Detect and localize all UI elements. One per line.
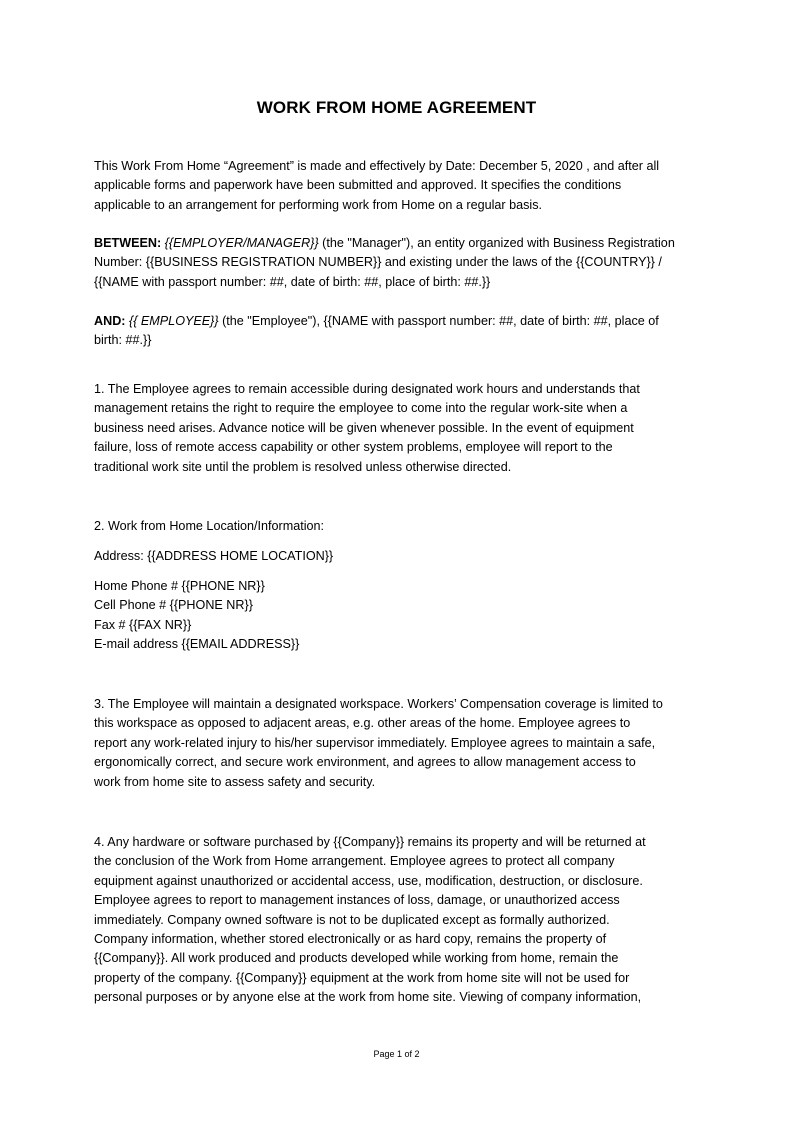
section-4 <box>94 833 706 1008</box>
section-4-line: Company information, whether stored electronically or as hard copy, remains the property of <box>94 931 607 946</box>
between-line-rest: (the "Manager"), an entity organized with Business Registration <box>318 236 675 250</box>
between-line: Number: {{BUSINESS REGISTRATION NUMBER}} and existing under the laws of the {{COUNTRY}} / <box>94 255 662 270</box>
section-1-line: 1. The Employee agrees to remain accessible during designated work hours and understands that <box>94 382 640 396</box>
fax-line: Fax # {{FAX NR}} <box>94 617 192 632</box>
section-4-line: immediately. Company owned software is not to be duplicated except as formally authorized. <box>94 912 610 927</box>
section-3-line: report any work-related injury to his/her supervisor immediately. Employee agrees to maintain a safe, <box>94 735 656 750</box>
section-4-line: {{Company}}. All work produced and products developed while working from home, remain the <box>94 951 619 966</box>
and-line: birth: ##.}} <box>94 333 152 348</box>
document-title: WORK FROM HOME AGREEMENT <box>256 98 537 117</box>
and-line <box>94 312 706 331</box>
section-1-line: traditional work site until the problem is resolved unless otherwise directed. <box>94 459 512 474</box>
employee-placeholder: {{ EMPLOYEE}} <box>128 314 219 328</box>
and-label: AND: <box>94 314 126 328</box>
section-4-line: the conclusion of the Work from Home arrangement. Employee agrees to protect all company <box>94 854 615 869</box>
section-1-line: business need arises. Advance notice will be given whenever possible. In the event of equipment <box>94 420 634 435</box>
section-3 <box>94 695 706 792</box>
intro-line: applicable to an arrangement for performing work from Home on a regular basis. <box>94 197 542 212</box>
between-label: BETWEEN: <box>94 236 162 250</box>
section-4-line: 4. Any hardware or software purchased by {{Company}} remains its property and will be returned at <box>94 835 646 849</box>
address-line: Address: {{ADDRESS HOME LOCATION}} <box>94 549 334 563</box>
email-line: E-mail address {{EMAIL ADDRESS}} <box>94 637 300 652</box>
section-1-line: management retains the right to require the employee to come into the regular work-site when a <box>94 401 628 416</box>
between-line <box>94 234 706 253</box>
page-number: Page 1 of 2 <box>373 1049 420 1059</box>
home-phone-line: Home Phone # {{PHONE NR}} <box>94 579 265 593</box>
section-3-line: work from home site to assess safety and security. <box>94 774 376 789</box>
employer-placeholder: {{EMPLOYER/MANAGER}} <box>164 236 319 250</box>
section-3-line: ergonomically correct, and secure work environment, and agrees to allow management access to <box>94 755 636 770</box>
contact-list <box>94 577 706 655</box>
section-1-line: failure, loss of remote access capability or other system problems, employee will report to the <box>94 440 613 455</box>
between-line: {{NAME with passport number: ##, date of birth: ##, place of birth: ##.}} <box>94 274 491 289</box>
intro-line: This Work From Home “Agreement” is made and effectively by Date: December 5, 2020 , and after all <box>94 159 660 173</box>
section-4-line: personal purposes or by anyone else at the work from home site. Viewing of company information, <box>94 990 642 1005</box>
section-4-line: Employee agrees to report to management instances of loss, damage, or unauthorized access <box>94 893 620 908</box>
section-3-line: 3. The Employee will maintain a designated workspace. Workers’ Compensation coverage is limited to <box>94 697 663 711</box>
and-line-rest: (the "Employee"), {{NAME with passport number: ##, date of birth: ##, place of <box>218 314 659 328</box>
section-1 <box>94 380 706 477</box>
intro-paragraph <box>94 157 706 215</box>
intro-line: applicable forms and paperwork have been submitted and approved. It specifies the conditions <box>94 178 622 193</box>
section-2-heading: 2. Work from Home Location/Information: <box>94 519 325 533</box>
section-4-line: equipment against unauthorized or accidental access, use, modification, destruction, or disclosure. <box>94 873 643 888</box>
section-4-line: property of the company. {{Company}} equipment at the work from home site will not be used for <box>94 970 630 985</box>
between-paragraph <box>94 234 706 292</box>
section-3-line: this workspace as opposed to adjacent areas, e.g. other areas of the home. Employee agrees to <box>94 716 631 731</box>
cell-phone-line: Cell Phone # {{PHONE NR}} <box>94 598 253 613</box>
and-paragraph <box>94 312 706 351</box>
